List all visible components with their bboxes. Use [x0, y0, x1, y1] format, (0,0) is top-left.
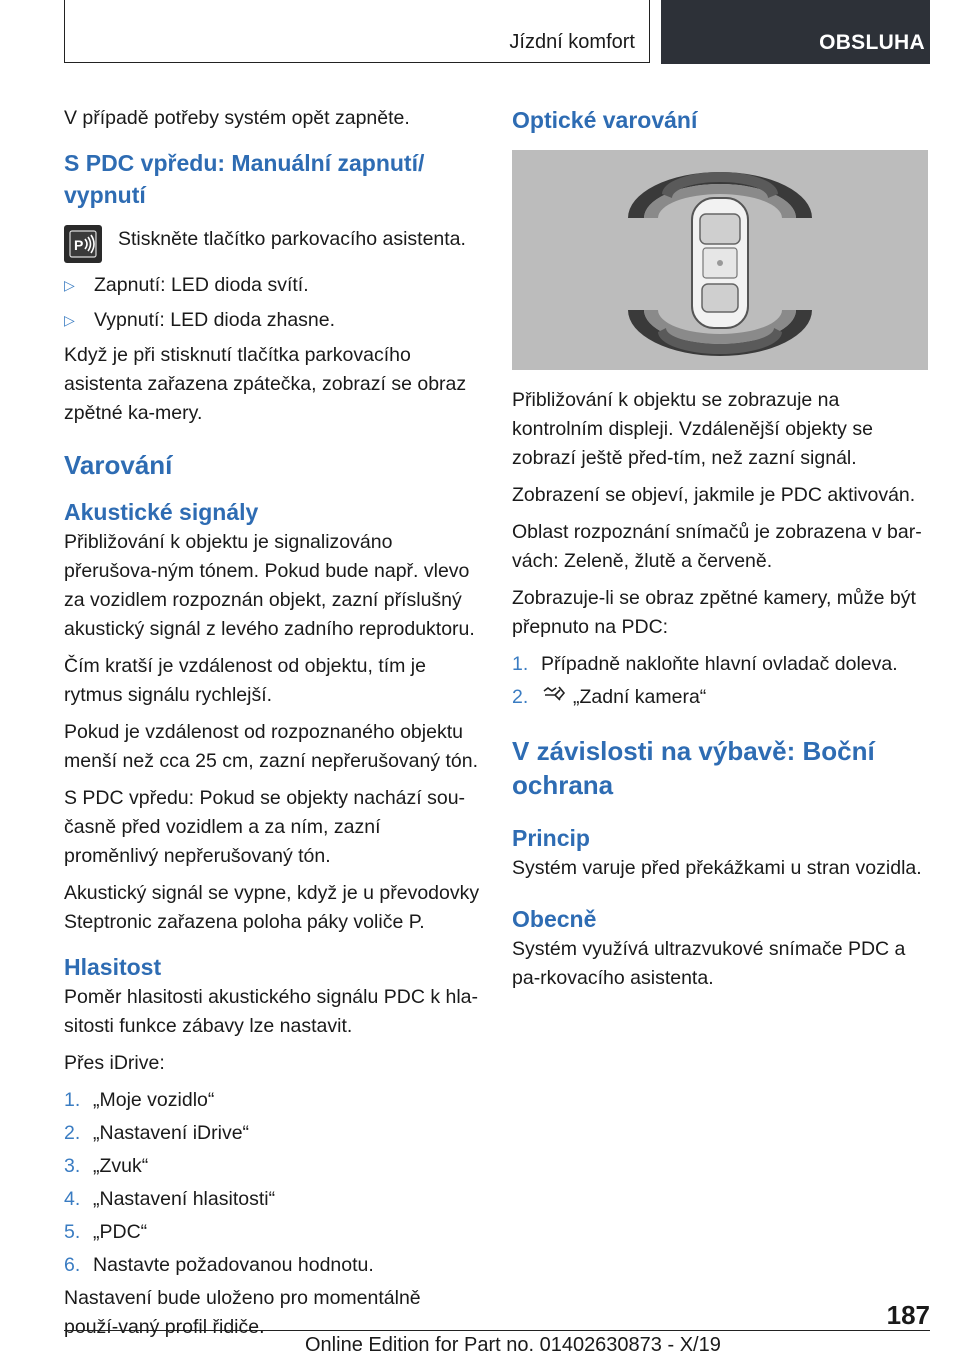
paragraph: Čím kratší je vzdálenost od objektu, tím je rytmus signálu rychlejší.	[64, 655, 426, 706]
list-item	[64, 1119, 480, 1148]
list-item	[64, 1086, 480, 1115]
section-title: Jízdní komfort	[509, 31, 635, 53]
paragraph: Nastavení bude uloženo pro momentálně použí-vaný profil řidiče.	[64, 1287, 421, 1338]
step-text: Případně nakloňte hlavní ovladač doleva.	[541, 653, 898, 675]
edition-note: Online Edition for Part no. 01402630873 - X/19	[305, 1334, 721, 1356]
paragraph: S PDC vpředu: Pokud se objekty nachází sou-časně před vozidlem a za ním, zazní proměnlivý nepřerušovaný tón.	[64, 787, 466, 867]
paragraph: Přes iDrive:	[64, 1052, 165, 1074]
list-item	[64, 271, 480, 300]
heading-warning: Varování	[64, 450, 173, 480]
list-item	[512, 683, 928, 714]
paragraph: Akustický signál se vypne, když je u převodovky Steptronic zařazena poloha páky voliče P.	[64, 882, 480, 933]
paragraph: Když je při stisknutí tlačítka parkovacího asistenta zařazena zpátečka, zobrazí se obraz zpětné ka-mery.	[64, 344, 467, 424]
list-item	[512, 650, 928, 679]
triangle-bullet-icon: ▷	[64, 312, 75, 328]
list-item	[64, 1218, 480, 1247]
button-instruction	[64, 225, 480, 263]
triangle-bullet-icon: ▷	[64, 277, 75, 293]
heading-principle: Princip	[512, 825, 590, 851]
step-number: 5.	[64, 1221, 81, 1243]
paragraph: Pokud je vzdálenost od rozpoznaného objektu menší než cca 25 cm, zazní nepřerušovaný tón.	[64, 721, 479, 772]
section-tab	[64, 0, 650, 63]
heading-optical: Optické varování	[512, 107, 698, 133]
page-header	[64, 0, 930, 64]
pdc-display-image	[512, 150, 928, 370]
svg-text:P: P	[74, 237, 84, 253]
step-text: „Nastavení hlasitosti“	[93, 1188, 276, 1210]
step-text: „Moje vozidlo“	[93, 1089, 215, 1111]
paragraph: Zobrazuje-li se obraz zpětné kamery, může být přepnuto na PDC:	[512, 587, 916, 638]
step-number: 2.	[512, 686, 529, 708]
step-text: „Zvuk“	[93, 1155, 149, 1177]
list-item	[64, 1251, 480, 1280]
heading-acoustic: Akustické signály	[64, 499, 259, 525]
chapter-title: OBSLUHA	[819, 31, 925, 54]
bullet-text: Vypnutí: LED dioda zhasne.	[94, 309, 336, 331]
bullet-text: Zapnutí: LED dioda svítí.	[94, 274, 309, 296]
page-number: 187	[886, 1300, 930, 1330]
paragraph: Systém využívá ultrazvukové snímače PDC a pa-rkovacího asistenta.	[512, 938, 906, 989]
list-item	[64, 306, 480, 335]
step-text: Nastavte požadovanou hodnotu.	[93, 1254, 374, 1276]
paragraph: Systém varuje před překážkami u stran vozidla.	[512, 857, 922, 879]
button-instruction-text: Stiskněte tlačítko parkovacího asistenta.	[118, 228, 466, 250]
step-number: 3.	[64, 1155, 81, 1177]
paragraph: Oblast rozpoznání snímačů je zobrazena v bar-vách: Zeleně, žlutě a červeně.	[512, 521, 922, 572]
step-number: 1.	[64, 1089, 81, 1111]
step-number: 6.	[64, 1254, 81, 1276]
chapter-tab	[661, 0, 930, 64]
right-column	[512, 104, 928, 1001]
footer-divider	[64, 1330, 930, 1331]
heading-volume: Hlasitost	[64, 954, 162, 980]
paragraph: Poměr hlasitosti akustického signálu PDC k hla-sitosti funkce zábavy lze nastavit.	[64, 986, 479, 1037]
list-item	[64, 1185, 480, 1214]
step-number: 2.	[64, 1122, 81, 1144]
paragraph: Přibližování k objektu se zobrazuje na kontrolním displeji. Vzdálenější objekty se zobrazí ještě před-tím, než zazní signál.	[512, 389, 873, 469]
left-column	[64, 104, 480, 1350]
step-text: „Nastavení iDrive“	[93, 1122, 250, 1144]
heading-general: Obecně	[512, 906, 597, 932]
parking-assistant-button-icon	[64, 225, 102, 263]
heading-side-protection: V závislosti na výbavě: Boční ochrana	[512, 736, 875, 800]
paragraph: V případě potřeby systém opět zapněte.	[64, 107, 410, 129]
step-text: „PDC“	[93, 1221, 148, 1243]
step-text: „Zadní kamera“	[573, 686, 707, 708]
step-number: 1.	[512, 653, 529, 675]
list-item	[64, 1152, 480, 1181]
rear-camera-icon	[541, 683, 573, 714]
step-number: 4.	[64, 1188, 81, 1210]
heading-pdc-front: S PDC vpředu: Manuální zapnutí/ vypnutí	[64, 150, 425, 208]
paragraph: Zobrazení se objeví, jakmile je PDC aktivován.	[512, 484, 916, 506]
paragraph: Přibližování k objektu je signalizováno přerušova-ným tónem. Pokud bude např. vlevo za vozidlem rozpoznán objekt, zazní příslušný akustický signál z levého zadního reproduktoru.	[64, 531, 475, 640]
